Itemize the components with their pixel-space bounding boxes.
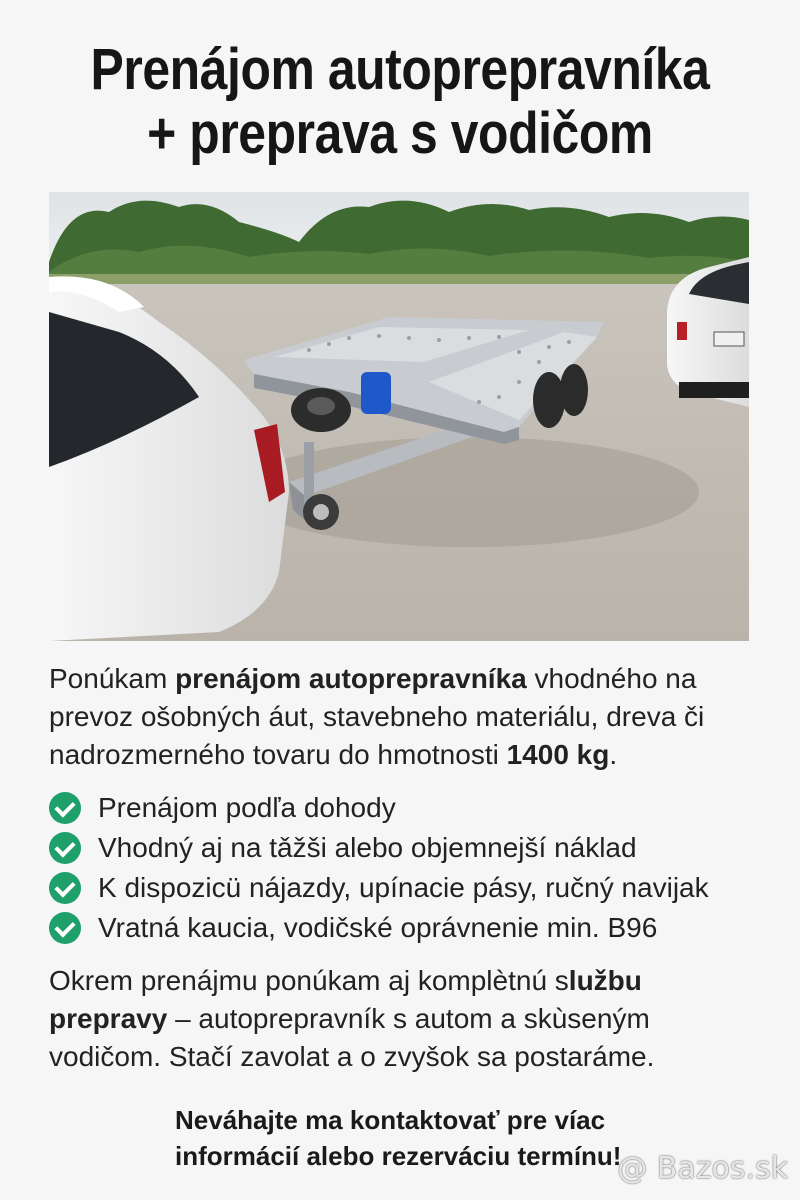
- title-line-2: + preprava s vodičom: [147, 101, 653, 166]
- offer-text-2: – autoprepravník s autom a skùseným vodičom. Stačí zavolat a o zvyšok sa postaráme.: [49, 1003, 655, 1072]
- check-circle-icon: [49, 912, 81, 944]
- intro-text-1: Ponúkam: [49, 663, 176, 694]
- trailer-photo: [49, 192, 749, 641]
- bazos-watermark: @ Bazos.sk: [617, 1151, 788, 1186]
- title-line-1: Prenájom autoprepravníka: [90, 37, 710, 102]
- intro-text: [49, 660, 769, 774]
- offer-text-1: Okrem prenájmu ponúkam aj komplètnú s: [49, 965, 569, 996]
- intro-text-3: .: [609, 739, 618, 770]
- check-circle-icon: [49, 832, 81, 864]
- offer-text: [49, 962, 749, 1076]
- page-title: [56, 38, 744, 166]
- intro-bold-weight: 1400 kg: [506, 739, 610, 770]
- feature-label: Vhodný aj na tǎžši alebo objemnejší náklad: [98, 832, 637, 863]
- cta-line-2: informácií alebo rezerváciu termínu!: [175, 1141, 622, 1171]
- check-circle-icon: [49, 872, 81, 904]
- intro-bold-service: prenájom autoprepravníka: [175, 663, 527, 694]
- intro-text-2: vhodného na prevoz ošobných áut, stavebneho materiálu, dreva či nadrozmerného tovaru do hmotnosti: [49, 663, 705, 770]
- check-circle-icon: [49, 792, 81, 824]
- cta-line-1: Neváhajte ma kontaktovať pre víac: [175, 1105, 606, 1135]
- feature-item: [49, 828, 789, 868]
- offer-bold-service: lužbu prepravy: [49, 965, 642, 1034]
- feature-list: [49, 788, 789, 948]
- feature-item: [49, 788, 789, 828]
- feature-item: [49, 868, 789, 908]
- feature-label: Prenájom podľa dohody: [98, 792, 396, 823]
- feature-label: Vratná kaucia, vodičské oprávnenie min. B96: [98, 912, 658, 943]
- feature-item: [49, 908, 789, 948]
- feature-label: K dispozicü nájazdy, upínacie pásy, ručný navijak: [98, 872, 709, 903]
